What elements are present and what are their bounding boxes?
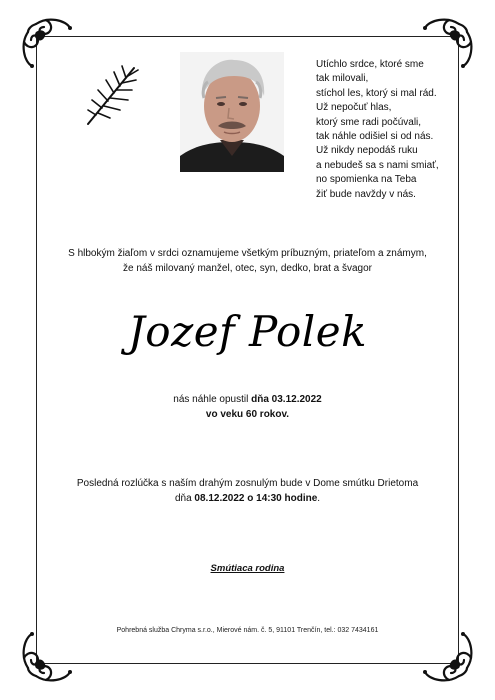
death-details [40, 392, 455, 422]
deceased-name: Jozef Polek [127, 307, 368, 356]
death-age: vo veku 60 rokov. [205, 409, 290, 420]
announcement [40, 246, 455, 276]
funeral-line-1: Posledná rozlúčka s naším drahým zosnulým bude v Dome smútku Drietoma [76, 478, 419, 489]
poem-line: Už nepočuť hlas, [316, 102, 392, 114]
funeral-details [40, 476, 455, 506]
poem-line: Utíchlo srdce, ktoré sme [316, 59, 424, 70]
corner-ornament-top-left [18, 14, 74, 70]
fir-branch-icon [82, 60, 142, 130]
poem-line: tak milovali, [316, 73, 369, 85]
announcement-line-1: S hlbokým žiaľom v srdci oznamujeme všetkým príbuzným, priateľom a známym, [68, 248, 427, 259]
funeral-datetime: 08.12.2022 o 14:30 hodine [194, 493, 318, 504]
announcement-line-2: že náš milovaný manžel, otec, syn, dedko, brat a švagor [122, 263, 372, 274]
corner-ornament-bottom-right [421, 630, 477, 686]
poem-line: no spomienka na Teba [316, 174, 417, 186]
funeral-suffix: . [317, 493, 321, 504]
corner-ornament-bottom-left [18, 630, 74, 686]
poem-line: a nebudeš sa s nami smiať, [316, 159, 439, 171]
poem-line: stíchol les, ktorý si mal rád. [316, 87, 437, 99]
mourning-family-signature: Smútiaca rodina [210, 563, 285, 574]
poem [316, 58, 466, 202]
poem-line: ktorý sme radi počúvali, [316, 116, 422, 128]
poem-line: Už nikdy nepodáš ruku [316, 145, 418, 157]
funeral-service-footer: Pohrebná služba Chryma s.r.o., Mierové nám. č. 5, 91101 Trenčín, tel.: 032 7434161 [116, 627, 379, 634]
death-date: dňa 03.12.2022 [251, 394, 322, 405]
funeral-prefix: dňa [174, 493, 192, 504]
death-prefix: nás náhle opustil [173, 394, 249, 405]
portrait-photo [180, 52, 284, 172]
poem-line: žiť bude navždy v nás. [316, 188, 416, 200]
poem-line: tak náhle odišiel si od nás. [316, 131, 434, 143]
